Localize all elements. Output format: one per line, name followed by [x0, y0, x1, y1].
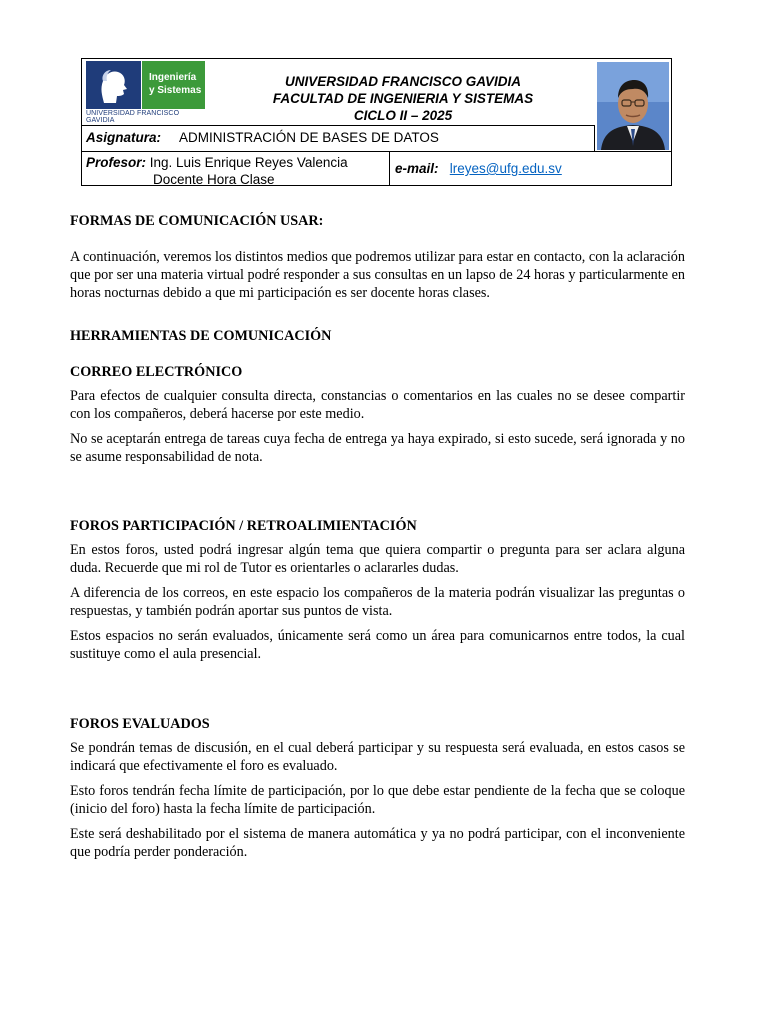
- email-label: e-mail:: [395, 161, 439, 176]
- logo-text: [142, 61, 205, 109]
- logo-emblem: [86, 61, 141, 109]
- logo-caption: UNIVERSIDAD FRANCISCO GAVIDIA: [86, 110, 180, 124]
- section-title-formas: FORMAS DE COMUNICACIÓN USAR:: [70, 213, 324, 229]
- logo-text-line2: y Sistemas: [149, 85, 202, 96]
- section-title-foros-evaluados: FOROS EVALUADOS: [70, 716, 210, 732]
- header-title-row: [82, 59, 671, 123]
- paragraph-intro: A continuación, veremos los distintos medios que podremos utilizar para estar en contacto, con la aclaración que por ser una materia virtual podré responder a sus consultas en un lapso de 24 horas y particularmente en horas nocturnas debido a que mi participación es ser docente horas clases.: [70, 249, 685, 301]
- document-body: [70, 212, 685, 868]
- header-table: [81, 58, 672, 186]
- university-name: UNIVERSIDAD FRANCISCO GAVIDIA: [284, 74, 521, 89]
- paragraph-evaluados-2: Esto foros tendrán fecha límite de participación, por lo que debe estar pendiente de la fecha que se coloque (inicio del foro) hasta la fecha límite de participación.: [70, 783, 685, 817]
- subject-value: ADMINISTRACIÓN DE BASES DE DATOS: [179, 130, 439, 145]
- cycle-label: CICLO II – 2025: [353, 108, 453, 123]
- paragraph-correo-2: No se aceptarán entrega de tareas cuya fecha de entrega ya haya expirado, si esto sucede, será ignorada y no se asume responsabilidad de nota.: [70, 431, 685, 465]
- section-title-correo: CORREO ELECTRÓNICO: [70, 364, 243, 380]
- professor-label: Profesor:: [86, 155, 147, 170]
- subject-row: [82, 125, 595, 151]
- paragraph-evaluados-1: Se pondrán temas de discusión, en el cual deberá participar y su respuesta será evaluada, en estos casos se indicará que efectivamente el foro es evaluado.: [70, 740, 685, 774]
- professor-role: Docente Hora Clase: [153, 172, 275, 187]
- logo-text-line1: Ingeniería: [149, 72, 197, 83]
- email-cell: [389, 152, 672, 186]
- paragraph-evaluados-3: Este será deshabilitado por el sistema de manera automática y ya no podrá participar, con el inconveniente que podría perder ponderación.: [70, 826, 685, 860]
- header-titles: [208, 73, 598, 124]
- paragraph-foros-1: En estos foros, usted podrá ingresar algún tema que quiera compartir o pregunta para ser aclara alguna duda. Recuerde que mi rol de Tutor es orientarles o aclararles dudas.: [70, 542, 685, 576]
- professor-name: Ing. Luis Enrique Reyes Valencia: [149, 155, 348, 170]
- professor-row: [82, 151, 671, 186]
- paragraph-foros-2: A diferencia de los correos, en este espacio los compañeros de la materia podrán visualizar las preguntas o respuestas, y también podrán aportar sus puntos de vista.: [70, 585, 685, 619]
- university-logo: [86, 61, 206, 124]
- faculty-name: FACULTAD DE INGENIERIA Y SISTEMAS: [272, 91, 534, 106]
- subject-label: Asignatura:: [86, 130, 162, 145]
- paragraph-correo-1: Para efectos de cualquier consulta directa, constancias o comentarios en las cuales no se desee compartir con los compañeros, deberá hacerse por este medio.: [70, 388, 685, 422]
- professor-cell: [86, 154, 386, 188]
- professor-photo: [597, 62, 669, 150]
- section-title-herramientas: HERRAMIENTAS DE COMUNICACIÓN: [70, 328, 332, 344]
- section-title-foros-participacion: FOROS PARTICIPACIÓN / RETROALIMIENTACIÓN: [70, 518, 417, 534]
- email-link[interactable]: lreyes@ufg.edu.sv: [449, 161, 562, 176]
- paragraph-foros-3: Estos espacios no serán evaluados, únicamente será como un área para comunicarnos entre todos, la cual sustituye como el aula presencial.: [70, 628, 685, 662]
- head-profile-icon: [86, 61, 141, 109]
